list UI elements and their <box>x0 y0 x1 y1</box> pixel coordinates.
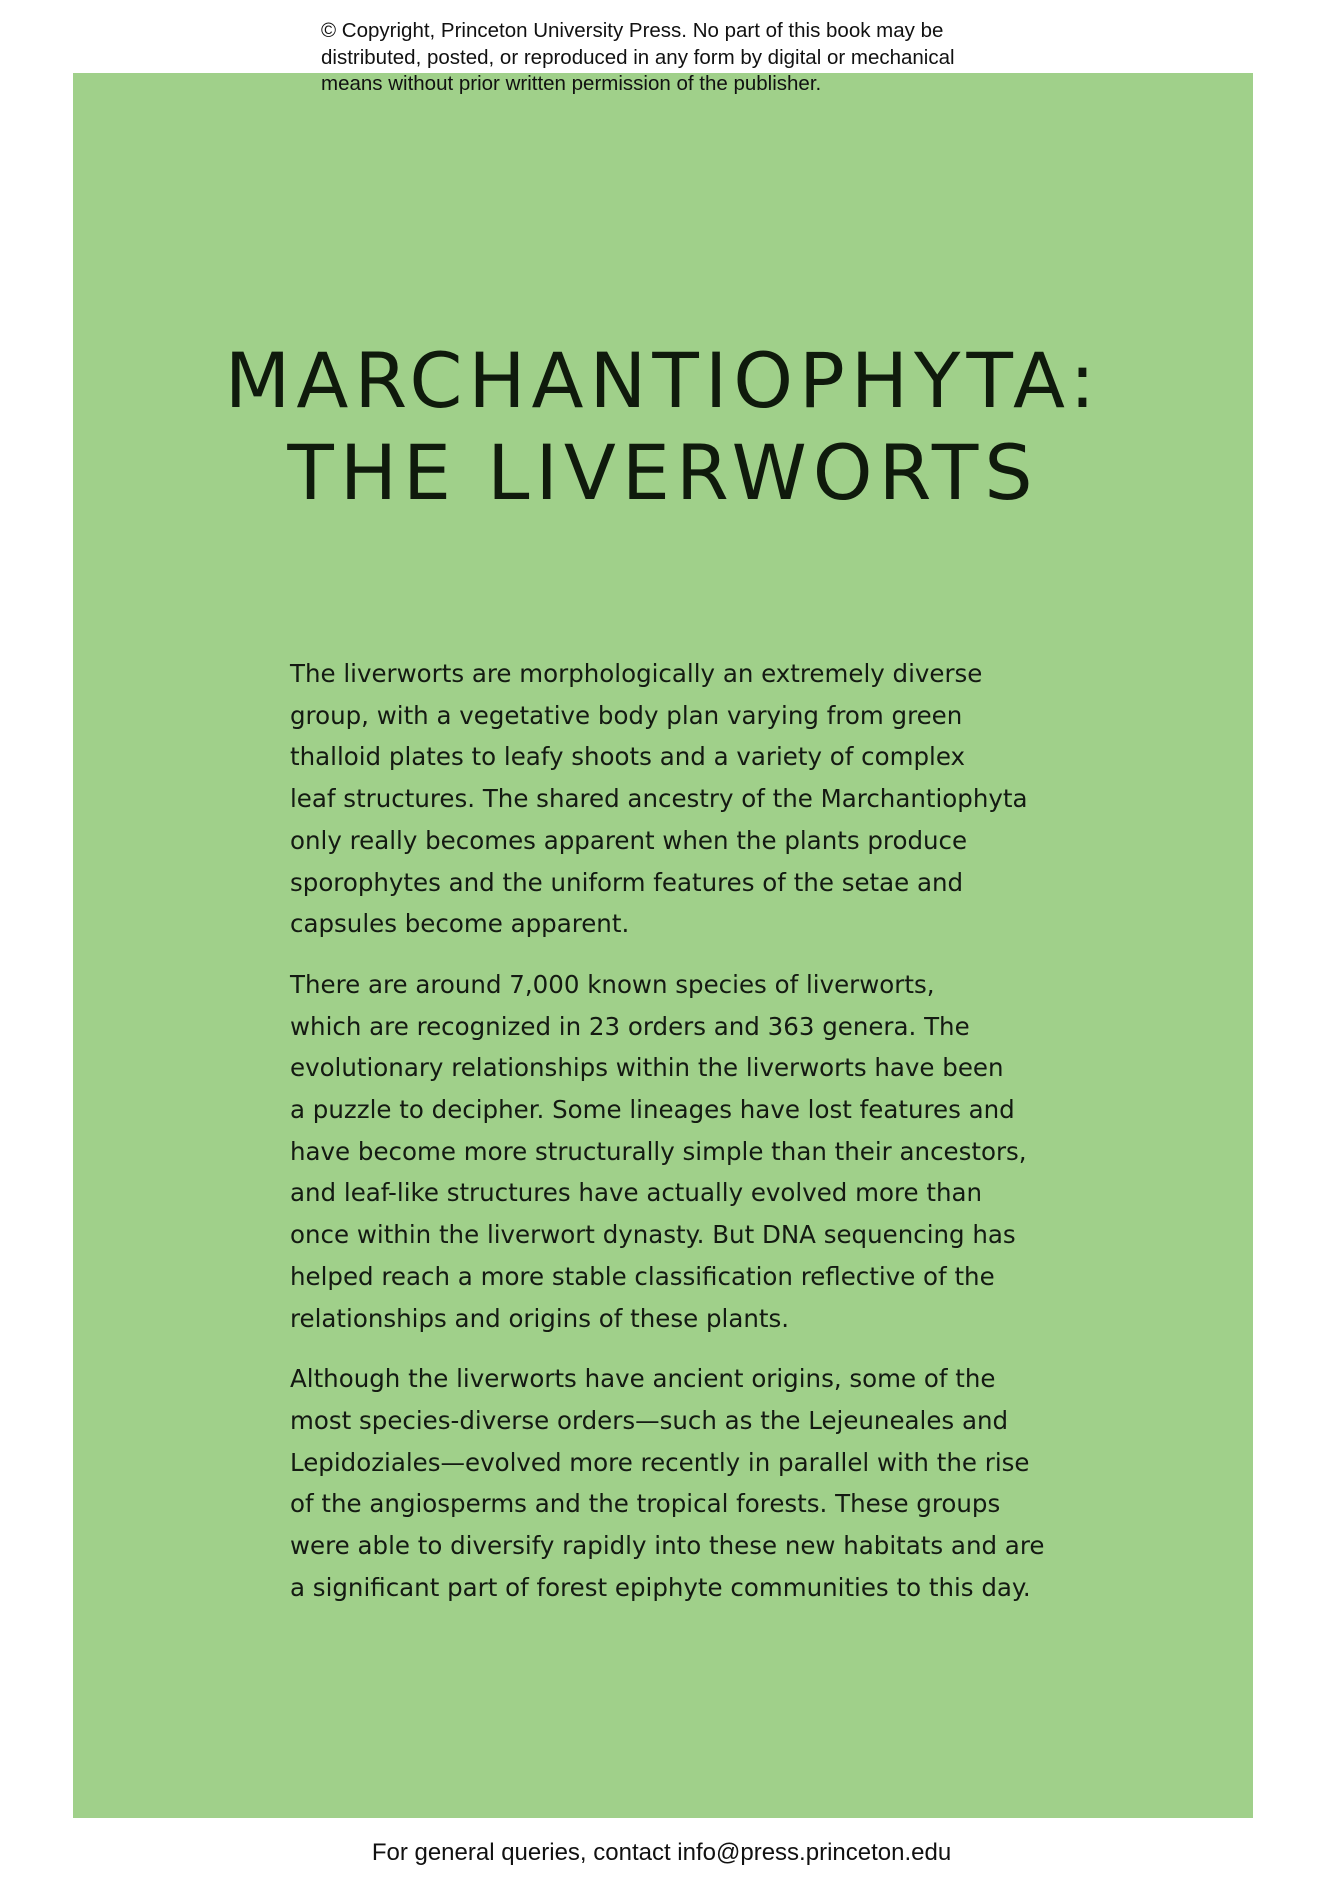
text-line: Although the liverworts have ancient origins, some of the <box>290 1364 996 1394</box>
text-line: evolutionary relationships within the liverworts have been <box>290 1053 1004 1083</box>
copyright-line: means without prior written permission of the publisher. <box>321 72 822 95</box>
text-line: capsules become apparent. <box>290 909 630 939</box>
footer-contact: For general queries, contact info@press.princeton.edu <box>371 1839 952 1866</box>
text-line: There are around 7,000 known species of liverworts, <box>290 969 935 999</box>
text-line: The liverworts are morphologically an extremely diverse <box>290 659 983 688</box>
chapter-title <box>73 335 1253 519</box>
copyright-line: distributed, posted, or reproduced in any form by digital or mechanical <box>321 45 955 69</box>
text-line: helped reach a more stable classification reflective of the <box>290 1261 995 1291</box>
paragraph-1 <box>290 653 1050 945</box>
text-line: and leaf-like structures have actually evolved more than <box>290 1178 983 1208</box>
chapter-title-line: MARCHANTIOPHYTA: <box>224 336 1102 425</box>
text-line: sporophytes and the uniform features of the setae and <box>290 867 964 897</box>
text-line: a significant part of forest epiphyte communities to this day. <box>290 1572 1031 1602</box>
text-line: Lepidoziales—evolved more recently in parallel with the rise <box>290 1447 1030 1477</box>
text-line: thalloid plates to leafy shoots and a variety of complex <box>290 742 965 772</box>
body-text <box>290 653 1050 1627</box>
text-line: a puzzle to decipher. Some lineages have lost features and <box>290 1095 1015 1125</box>
text-line: most species-diverse orders—such as the Lejeuneales and <box>290 1405 1009 1435</box>
text-line: of the angiosperms and the tropical forests. These groups <box>290 1489 1001 1519</box>
text-line: relationships and origins of these plants. <box>290 1303 790 1333</box>
paragraph-2 <box>290 964 1050 1339</box>
green-content-panel <box>73 73 1253 1818</box>
text-line: leaf structures. The shared ancestry of the Marchantiophyta <box>290 784 1028 814</box>
text-line: were able to diversify rapidly into these new habitats and are <box>290 1531 1045 1561</box>
text-line: only really becomes apparent when the plants produce <box>290 825 968 855</box>
text-line: have become more structurally simple than their ancestors, <box>290 1136 1027 1166</box>
chapter-title-line: THE LIVERWORTS <box>287 428 1039 517</box>
copyright-notice <box>321 18 1041 98</box>
text-line: group, with a vegetative body plan varying from green <box>290 700 963 730</box>
text-line: which are recognized in 23 orders and 363 genera. The <box>290 1011 970 1041</box>
copyright-line: © Copyright, Princeton University Press. No part of this book may be <box>321 19 944 42</box>
paragraph-3 <box>290 1358 1050 1608</box>
text-line: once within the liverwort dynasty. But DNA sequencing has <box>290 1220 1016 1250</box>
